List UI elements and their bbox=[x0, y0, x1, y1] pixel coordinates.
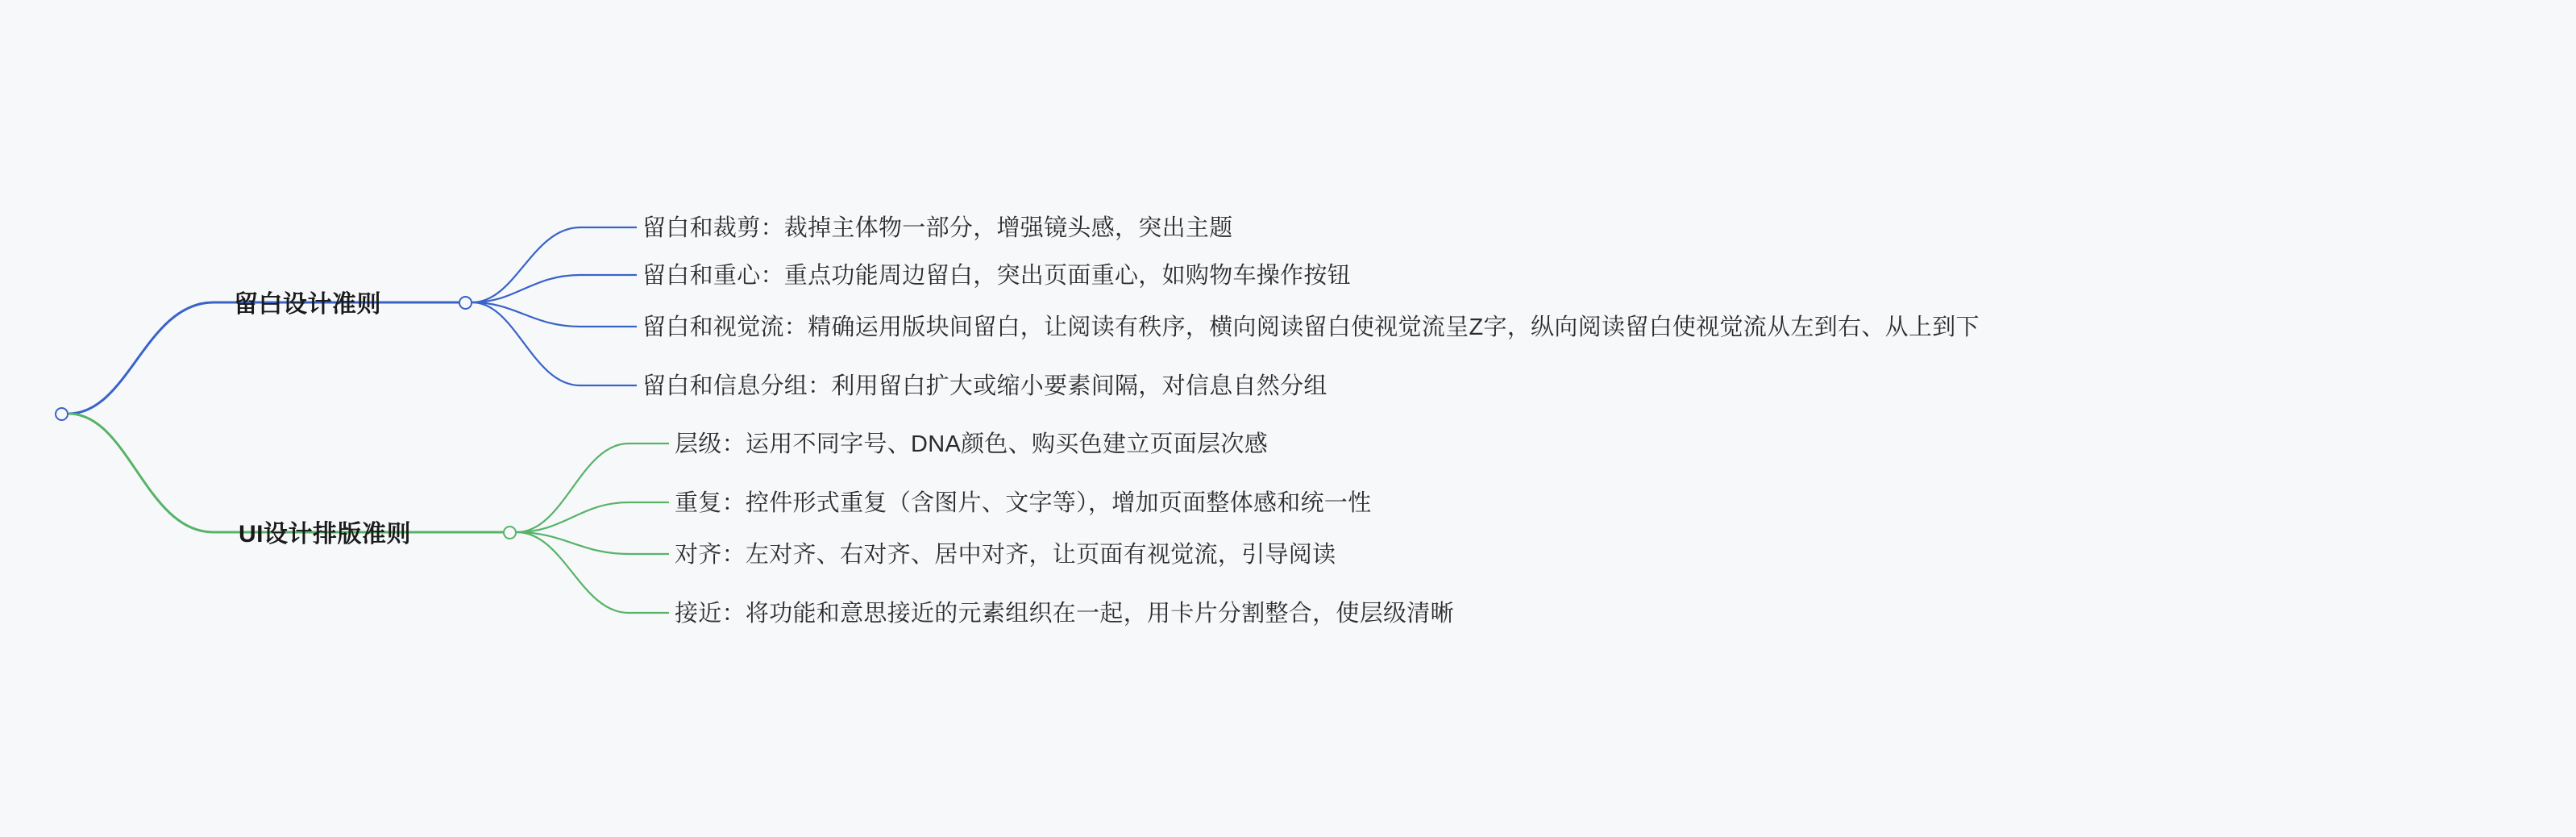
edge-branch2-leaf-1 bbox=[517, 443, 669, 532]
branch-label-1[interactable]: 留白设计准则 bbox=[234, 291, 381, 318]
leaf-label-1-2[interactable]: 留白和重心：重点功能周边留白，突出页面重心，如购物车操作按钮 bbox=[642, 263, 1352, 289]
leaf-label-1-4[interactable]: 留白和信息分组：利用留白扩大或缩小要素间隔，对信息自然分组 bbox=[642, 373, 1327, 399]
branch-node-dot-1[interactable] bbox=[459, 296, 472, 310]
leaf-label-2-3[interactable]: 对齐：左对齐、右对齐、居中对齐，让页面有视觉流，引导阅读 bbox=[675, 542, 1336, 568]
leaf-label-1-1[interactable]: 留白和裁剪：裁掉主体物一部分，增强镜头感，突出主题 bbox=[642, 215, 1233, 241]
edge-branch1-leaf-3 bbox=[472, 302, 637, 327]
edge-branch1-leaf-4 bbox=[472, 302, 637, 385]
edge-branch2-leaf-2 bbox=[517, 502, 669, 532]
leaf-label-2-4[interactable]: 接近：将功能和意思接近的元素组织在一起，用卡片分割整合，使层级清晰 bbox=[675, 601, 1454, 627]
edge-branch2-leaf-4 bbox=[517, 532, 669, 613]
leaf-label-2-1[interactable]: 层级：运用不同字号、DNA颜色、购买色建立页面层次感 bbox=[675, 431, 1269, 457]
branch-node-dot-2[interactable] bbox=[503, 526, 517, 539]
leaf-label-1-3[interactable]: 留白和视觉流：精确运用版块间留白，让阅读有秩序，横向阅读留白使视觉流呈Z字，纵向阅读留白使视觉流从左到右、从上到下 bbox=[642, 314, 1980, 340]
edge-root-to-branch-2 bbox=[69, 414, 504, 532]
edge-branch1-leaf-2 bbox=[472, 275, 637, 302]
edge-branch1-leaf-1 bbox=[472, 227, 637, 302]
leaf-label-2-2[interactable]: 重复：控件形式重复（含图片、文字等），增加页面整体感和统一性 bbox=[675, 490, 1372, 516]
edge-branch2-leaf-3 bbox=[517, 532, 669, 554]
branch-label-2[interactable]: UI设计排版准则 bbox=[239, 521, 411, 548]
mindmap-root-node[interactable] bbox=[55, 407, 69, 421]
